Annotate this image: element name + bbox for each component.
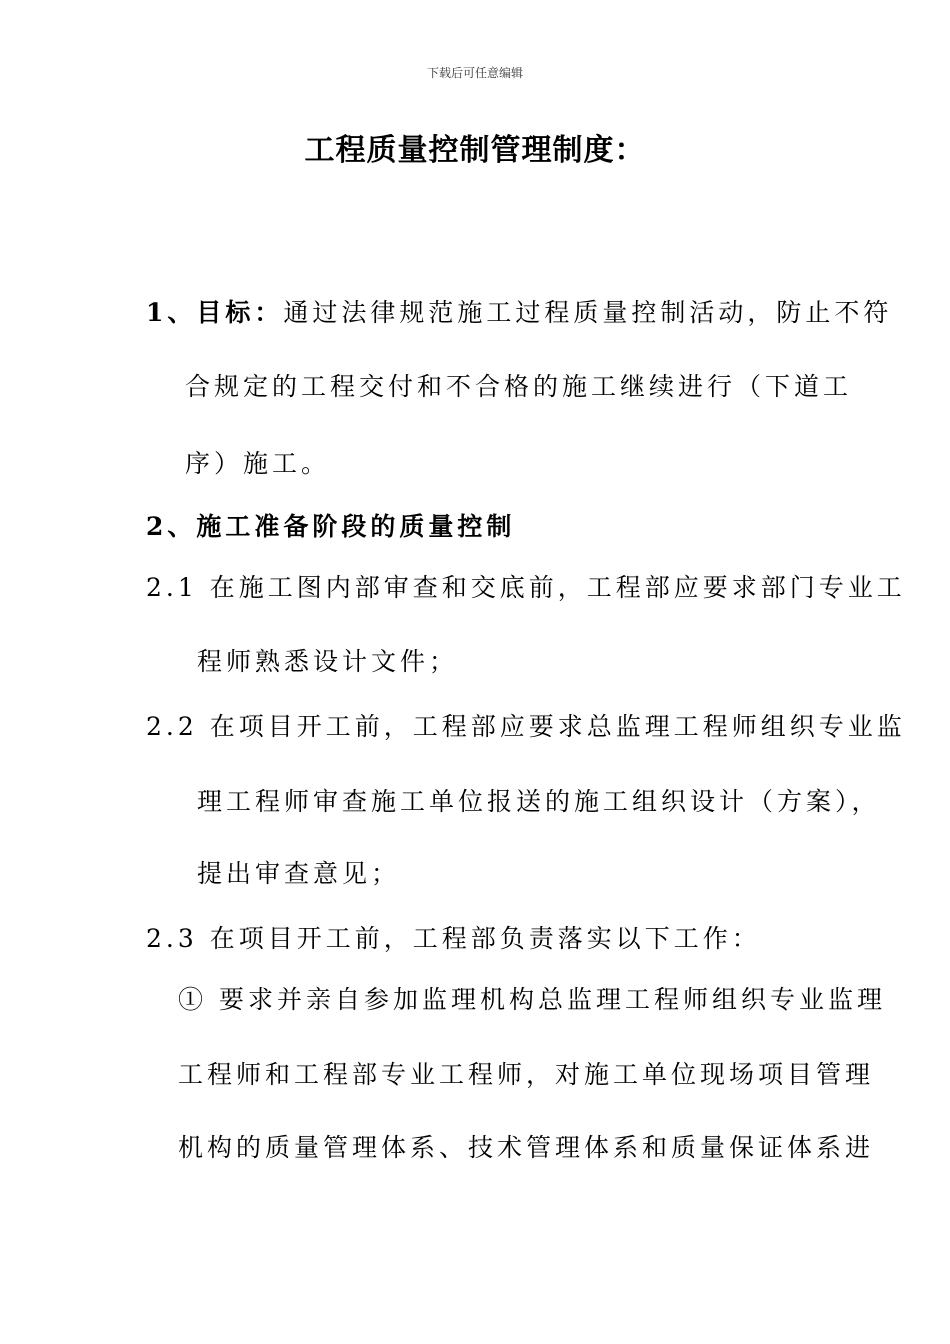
item-2-1-line-1: 2.1 在施工图内部审查和交底前，工程部应要求部门专业工 — [146, 573, 906, 602]
item-2-3-sub1-line-3: 机构的质量管理体系、技术管理体系和质量保证体系进 — [178, 1133, 875, 1162]
page-title: 工程质量控制管理制度： — [304, 133, 646, 168]
item-2-1-line-2: 程师熟悉设计文件； — [197, 647, 459, 676]
item-2-2-line-3: 提出审查意见； — [197, 859, 401, 888]
section-1-line-1 — [146, 300, 892, 325]
section-1-line-3: 序）施工。 — [185, 449, 331, 478]
item-2-2-line-1: 2.2 在项目开工前，工程部应要求总监理工程师组织专业监 — [146, 712, 906, 741]
header-note: 下载后可任意编辑 — [426, 66, 523, 80]
item-2-3-sub1-line-2: 工程师和工程部专业工程师，对施工单位现场项目管理 — [178, 1060, 875, 1089]
item-2-2-line-2: 理工程师审查施工单位报送的施工组织设计（方案）， — [197, 787, 881, 816]
item-2-3-line-1: 2.3 在项目开工前，工程部负责落实以下工作： — [146, 924, 761, 953]
item-2-3-sub1-line-1: ① 要求并亲自参加监理机构总监理工程师组织专业监理 — [178, 985, 886, 1014]
section-1-label: 1、目标： — [146, 298, 284, 327]
section-2-heading: 2、施工准备阶段的质量控制 — [146, 512, 516, 541]
section-1-line-2: 合规定的工程交付和不合格的施工继续进行（下道工 — [185, 372, 853, 401]
section-1-text: 通过法律规范施工过程质量控制活动，防止不符 — [283, 298, 893, 327]
